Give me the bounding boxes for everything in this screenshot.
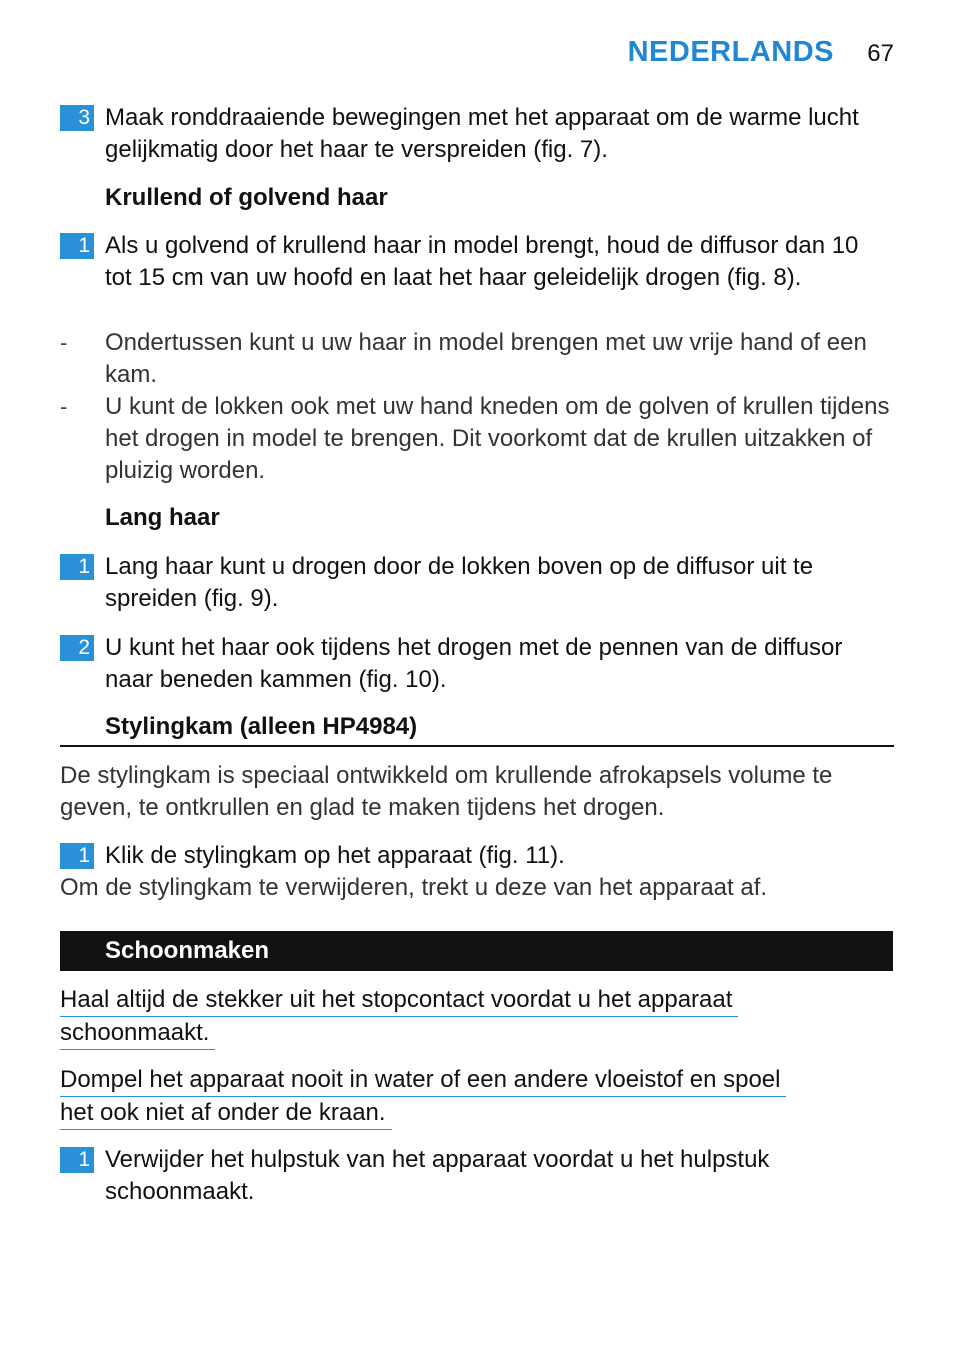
- step-number-badge: 1: [60, 233, 94, 259]
- step-number-badge: 3: [60, 105, 94, 131]
- curly-step-1: [60, 230, 890, 294]
- long-step-2: [60, 632, 890, 696]
- warning-line: Dompel het apparaat nooit in water of een andere vloeistof en spoel: [60, 1064, 786, 1097]
- warning-water: [60, 1064, 786, 1130]
- heading-rule: [60, 745, 894, 747]
- warning-line: schoonmaakt.: [60, 1017, 215, 1050]
- step-3: [60, 102, 890, 166]
- step-text: Maak ronddraaiende bewegingen met het apparaat om de warme lucht gelijkmatig door het haar te verspreiden (fig. 7).: [105, 104, 859, 163]
- step-number-badge: 1: [60, 1147, 94, 1173]
- bullet-text: U kunt de lokken ook met uw hand kneden om de golven of krullen tijdens het drogen in model te brengen. Dit voorkomt dat de krullen uitzakken of pluizig worden.: [105, 393, 890, 484]
- step-text: Klik de stylingkam op het apparaat (fig. 11).: [105, 842, 565, 869]
- styling-note: Om de stylingkam te verwijderen, trekt u deze van het apparaat af.: [60, 874, 768, 901]
- styling-step-1: [60, 840, 890, 872]
- heading-styling-comb: Stylingkam (alleen HP4984): [105, 713, 418, 740]
- curly-bullet-1: [60, 327, 890, 391]
- step-number-badge: 1: [60, 843, 94, 869]
- curly-bullet-2: [60, 391, 890, 487]
- heading-curly-hair: Krullend of golvend haar: [105, 184, 388, 211]
- step-text: Als u golvend of krullend haar in model brengt, houd de diffusor dan 10 tot 15 cm van uw hoofd en laat het haar geleidelijk drogen (fig. 8).: [105, 232, 859, 291]
- step-text: U kunt het haar ook tijdens het drogen met de pennen van de diffusor naar beneden kammen (fig. 10).: [105, 634, 843, 693]
- warning-line: het ook niet af onder de kraan.: [60, 1097, 392, 1130]
- step-text: Lang haar kunt u drogen door de lokken boven op de diffusor uit te spreiden (fig. 9).: [105, 553, 814, 612]
- warning-unplug: [60, 984, 738, 1050]
- bullet-dash: -: [60, 330, 68, 355]
- cleaning-step-1: [60, 1144, 890, 1208]
- section-header-cleaning: [60, 931, 893, 971]
- bullet-dash: -: [60, 394, 68, 419]
- long-step-1: [60, 551, 890, 615]
- page-number: 67: [867, 40, 894, 67]
- section-title: Schoonmaken: [105, 937, 270, 964]
- step-text: Verwijder het hulpstuk van het apparaat voordat u het hulpstuk schoonmaakt.: [105, 1146, 770, 1205]
- step-number-badge: 2: [60, 635, 94, 661]
- step-number-badge: 1: [60, 554, 94, 580]
- warning-line: Haal altijd de stekker uit het stopcontact voordat u het apparaat: [60, 984, 738, 1017]
- language-header: NEDERLANDS: [627, 36, 834, 68]
- bullet-text: Ondertussen kunt u uw haar in model brengen met uw vrije hand of een kam.: [105, 329, 867, 388]
- heading-long-hair: Lang haar: [105, 504, 220, 531]
- styling-intro: De stylingkam is speciaal ontwikkeld om krullende afrokapsels volume te geven, te ontkrullen en glad te maken tijdens het drogen.: [60, 762, 833, 821]
